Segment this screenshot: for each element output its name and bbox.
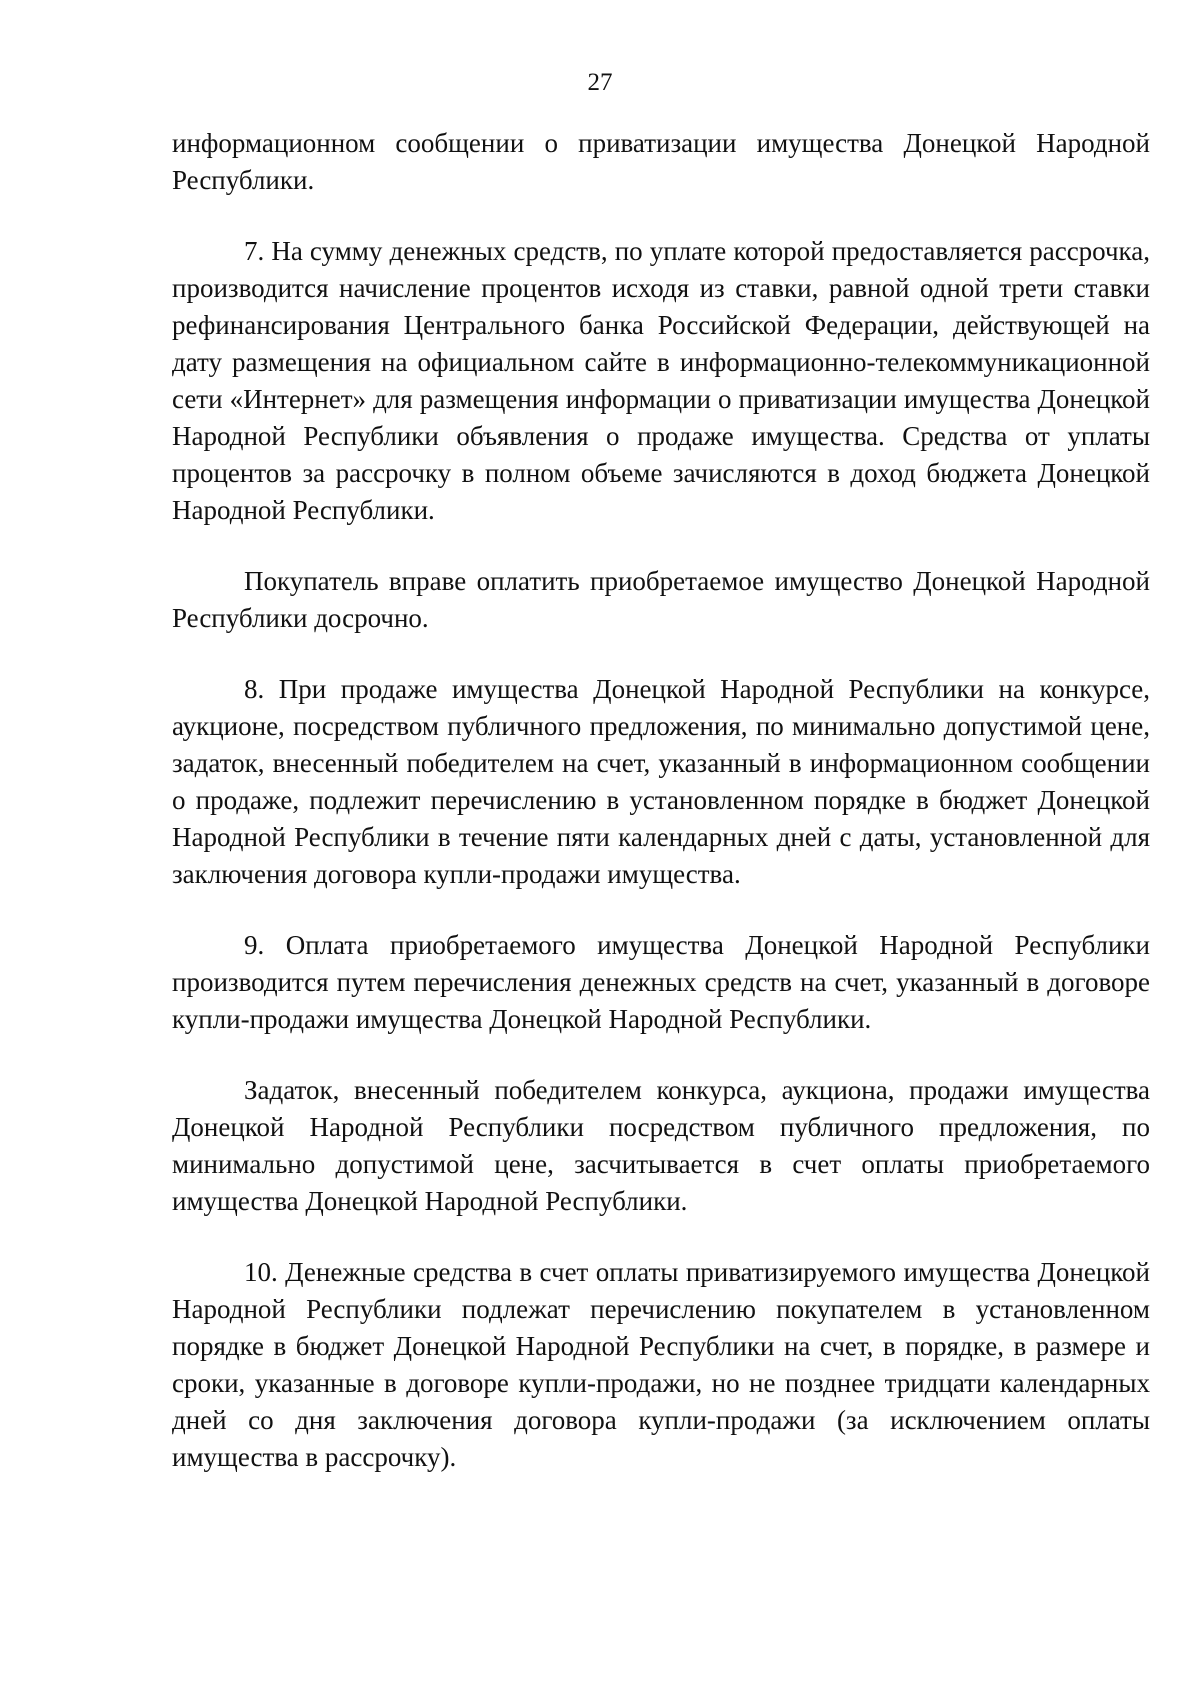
paragraph-item-9: 9. Оплата приобретаемого имущества Донецкой Народной Республики производится путем перечисления денежных средств на счет, указанный в договоре купли-продажи имущества Донецкой Народной Республики. — [172, 930, 1150, 1034]
paragraph-early-payment: Покупатель вправе оплатить приобретаемое имущество Донецкой Народной Республики досрочно. — [172, 566, 1150, 633]
paragraph-item-10: 10. Денежные средства в счет оплаты приватизируемого имущества Донецкой Народной Республики подлежат перечислению покупателем в установленном порядке в бюджет Донецкой Народной Республики на счет, в порядке, в размере и сроки, указанные в договоре купли-продажи, но не позднее тридцати календарных дней со дня заключения договора купли-продажи (за исключением оплаты имущества в рассрочку). — [172, 1257, 1150, 1472]
paragraph-item-8: 8. При продаже имущества Донецкой Народной Республики на конкурсе, аукционе, посредством публичного предложения, по минимально допустимой цене, задаток, внесенный победителем на счет, указанный в информационном сообщении о продаже, подлежит перечислению в установленном порядке в бюджет Донецкой Народной Республики в течение пяти календарных дней с даты, установленной для заключения договора купли-продажи имущества. — [172, 674, 1150, 889]
paragraph-deposit: Задаток, внесенный победителем конкурса, аукциона, продажи имущества Донецкой Народной Республики посредством публичного предложения, по минимально допустимой цене, засчитывается в счет оплаты приобретаемого имущества Донецкой Народной Республики. — [172, 1075, 1150, 1216]
page-number: 27 — [587, 69, 613, 96]
document-body — [172, 125, 1150, 1510]
paragraph-continuation: информационном сообщении о приватизации имущества Донецкой Народной Республики. — [172, 128, 1150, 195]
paragraph-item-7: 7. На сумму денежных средств, по уплате которой предоставляется рассрочка, производится начисление процентов исходя из ставки, равной одной трети ставки рефинансирования Центрального банка Российской Федерации, действующей на дату размещения на официальном сайте в информационно-телекоммуникационной сети «Интернет» для размещения информации о приватизации имущества Донецкой Народной Республики объявления о продаже имущества. Средства от уплаты процентов за рассрочку в полном объеме зачисляются в доход бюджета Донецкой Народной Республики. — [172, 236, 1150, 525]
